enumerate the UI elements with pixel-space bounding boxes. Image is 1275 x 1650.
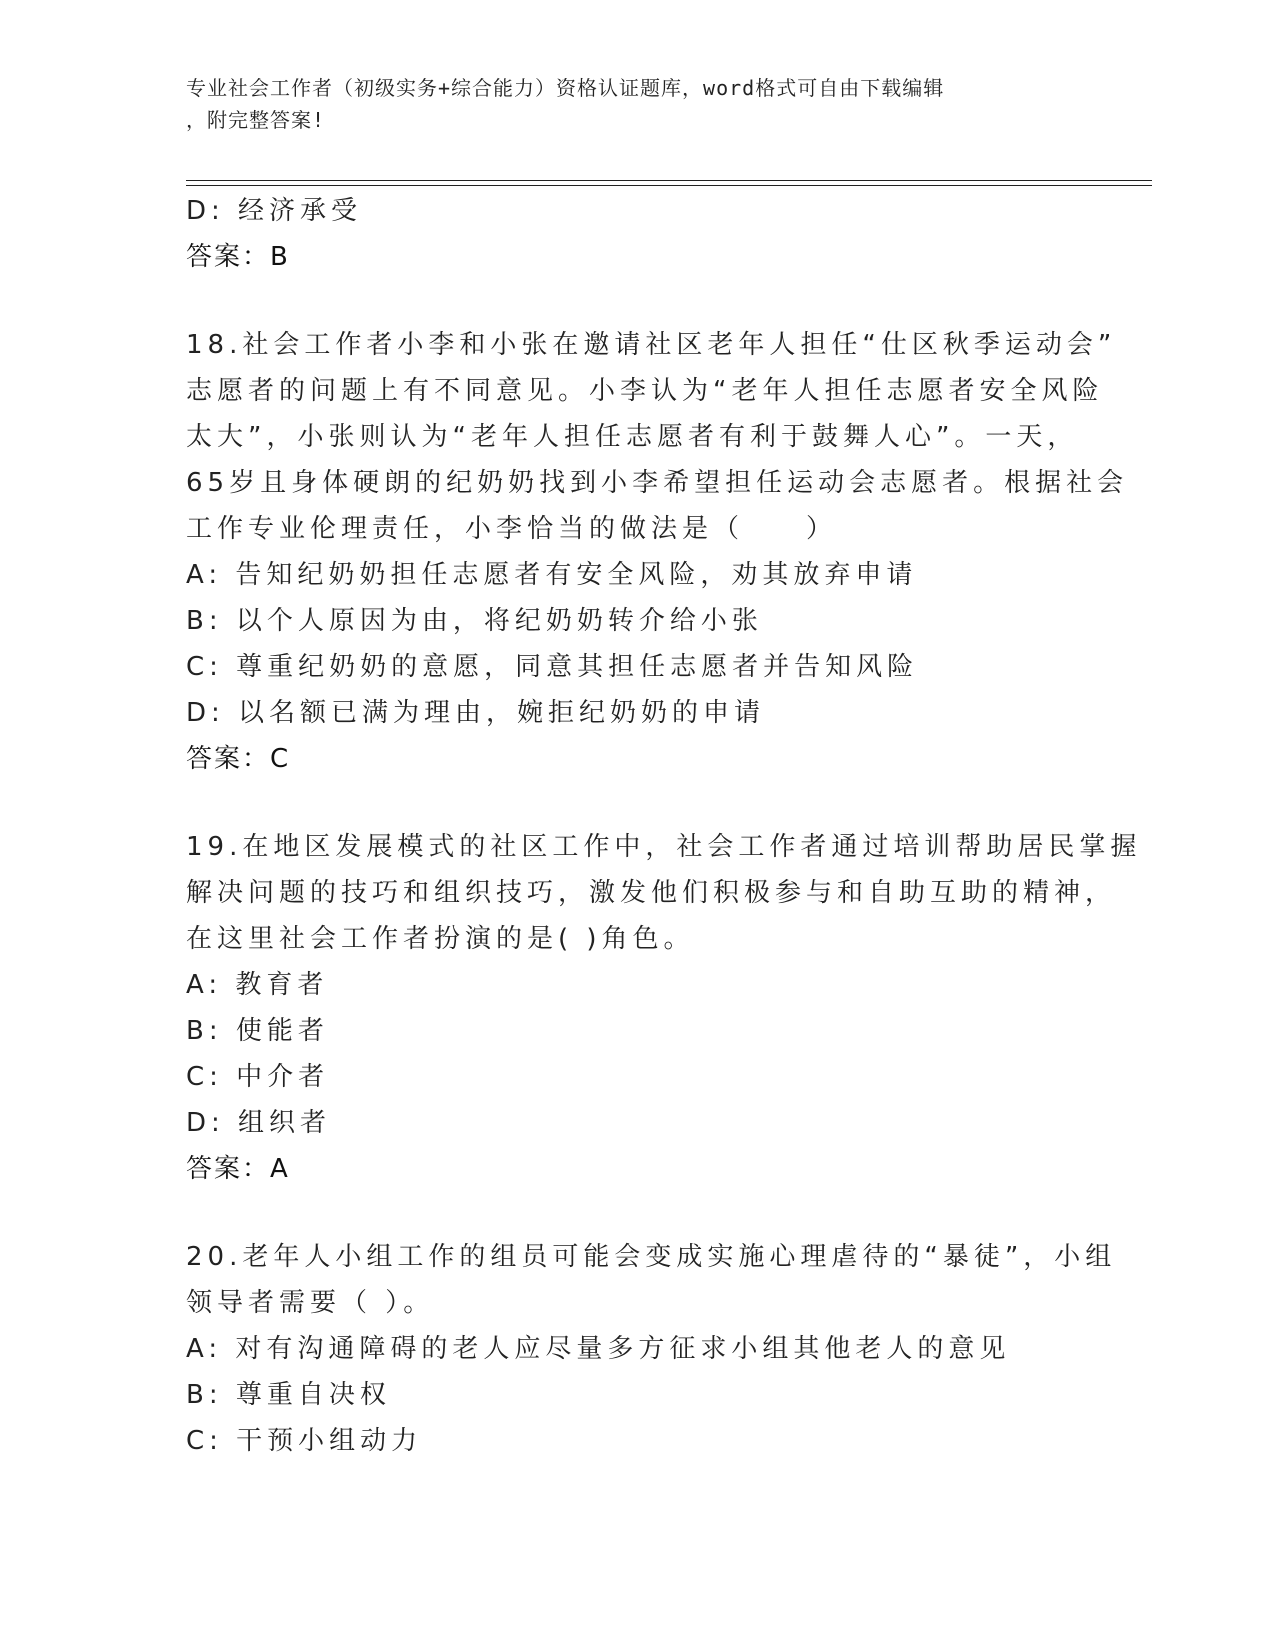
spacer (186, 1192, 1086, 1234)
question-text-line: 工作专业伦理责任，小李恰当的做法是（ ） (186, 514, 838, 544)
header-title-line-1: 专业社会工作者（初级实务+综合能力）资格认证题库，word格式可自由下载编辑 (186, 76, 945, 100)
spacer (186, 782, 1086, 824)
header-title-line-2: ，附完整答案! (186, 108, 326, 132)
option-d: D: 以名额已满为理由，婉拒纪奶奶的申请 (186, 698, 766, 728)
option-c: C: 尊重纪奶奶的意愿，同意其担任志愿者并告知风险 (186, 652, 919, 682)
option-c: C: 干预小组动力 (186, 1426, 423, 1456)
option-a: A: 对有沟通障碍的老人应尽量多方征求小组其他老人的意见 (186, 1334, 1011, 1364)
answer-line: 答案：B (186, 242, 290, 272)
option-d: D: 经济承受 (186, 196, 363, 226)
option-a: A: 教育者 (186, 970, 329, 1000)
header-rule-bottom (186, 185, 1152, 186)
question-content (186, 188, 1142, 1464)
spacer (186, 280, 1086, 322)
question-text-line: 解决问题的技巧和组织技巧，激发他们积极参与和自助互助的精神， (186, 878, 1117, 908)
page-header (186, 72, 1076, 136)
question-text-line: 太大”，小张则认为“老年人担任志愿者有利于鼓舞人心”。一天， (186, 422, 1079, 452)
question-20 (186, 1234, 1117, 1464)
option-b: B: 使能者 (186, 1016, 329, 1046)
question-text-line: 19.在地区发展模式的社区工作中，社会工作者通过培训帮助居民掌握 (186, 832, 1142, 862)
question-text-line: 65岁且身体硬朗的纪奶奶找到小李希望担任运动会志愿者。根据社会 (186, 468, 1129, 498)
option-b: B: 以个人原因为由，将纪奶奶转介给小张 (186, 606, 763, 636)
question-text-line: 在这里社会工作者扮演的是( )角色。 (186, 924, 695, 954)
answer-line: 答案：C (186, 744, 291, 774)
question-19 (186, 824, 1142, 1192)
question-text-line: 志愿者的问题上有不同意见。小李认为“老年人担任志愿者安全风险 (186, 376, 1104, 406)
question-18 (186, 322, 1129, 782)
option-b: B: 尊重自决权 (186, 1380, 391, 1410)
question-text-line: 领导者需要（ ）。 (186, 1288, 435, 1318)
option-a: A: 告知纪奶奶担任志愿者有安全风险，劝其放弃申请 (186, 560, 918, 590)
option-c: C: 中介者 (186, 1062, 330, 1092)
option-d: D: 组织者 (186, 1108, 332, 1138)
question-text-line: 18.社会工作者小李和小张在邀请社区老年人担任“仕区秋季运动会” (186, 330, 1117, 360)
answer-line: 答案：A (186, 1154, 290, 1184)
header-rule-top (186, 180, 1152, 181)
previous-question-tail (186, 188, 1086, 280)
question-text-line: 20.老年人小组工作的组员可能会变成实施心理虐待的“暴徒”，小组 (186, 1242, 1117, 1272)
